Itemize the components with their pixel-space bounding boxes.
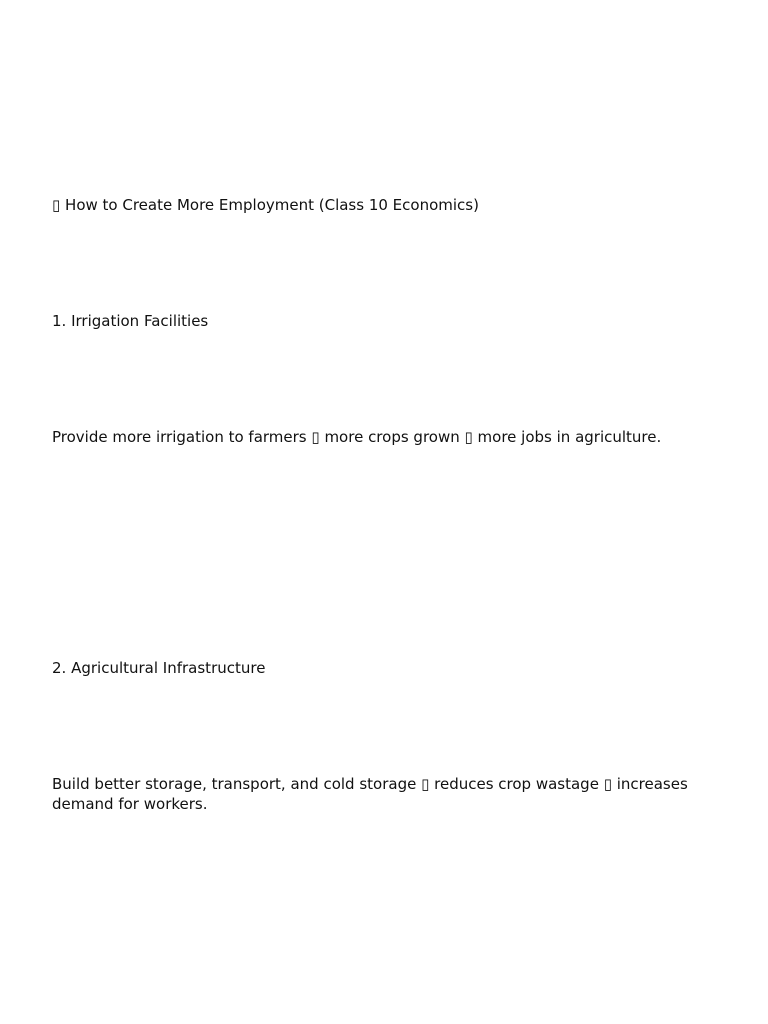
- arrow-icon: ▯: [603, 775, 612, 793]
- body-text: more jobs in agriculture.: [472, 428, 662, 446]
- section-body-infrastructure: [52, 774, 692, 814]
- arrow-icon: ▯: [311, 428, 320, 446]
- document-title-text: How to Create More Employment (Class 10 Economics): [60, 196, 479, 214]
- arrow-icon: ▯: [464, 428, 473, 446]
- document-title: [52, 195, 692, 215]
- missing-glyph-icon: ▯: [52, 196, 61, 214]
- body-text: reduces crop wastage: [429, 775, 604, 793]
- section-heading-irrigation: 1. Irrigation Facilities: [52, 312, 209, 330]
- section-body-irrigation: [52, 427, 692, 447]
- body-text: more crops grown: [319, 428, 465, 446]
- body-text: increases demand for workers.: [52, 775, 688, 813]
- body-text: Build better storage, transport, and cold storage: [52, 775, 422, 793]
- body-text: Provide more irrigation to farmers: [52, 428, 312, 446]
- arrow-icon: ▯: [421, 775, 430, 793]
- section-heading-infrastructure: 2. Agricultural Infrastructure: [52, 659, 266, 677]
